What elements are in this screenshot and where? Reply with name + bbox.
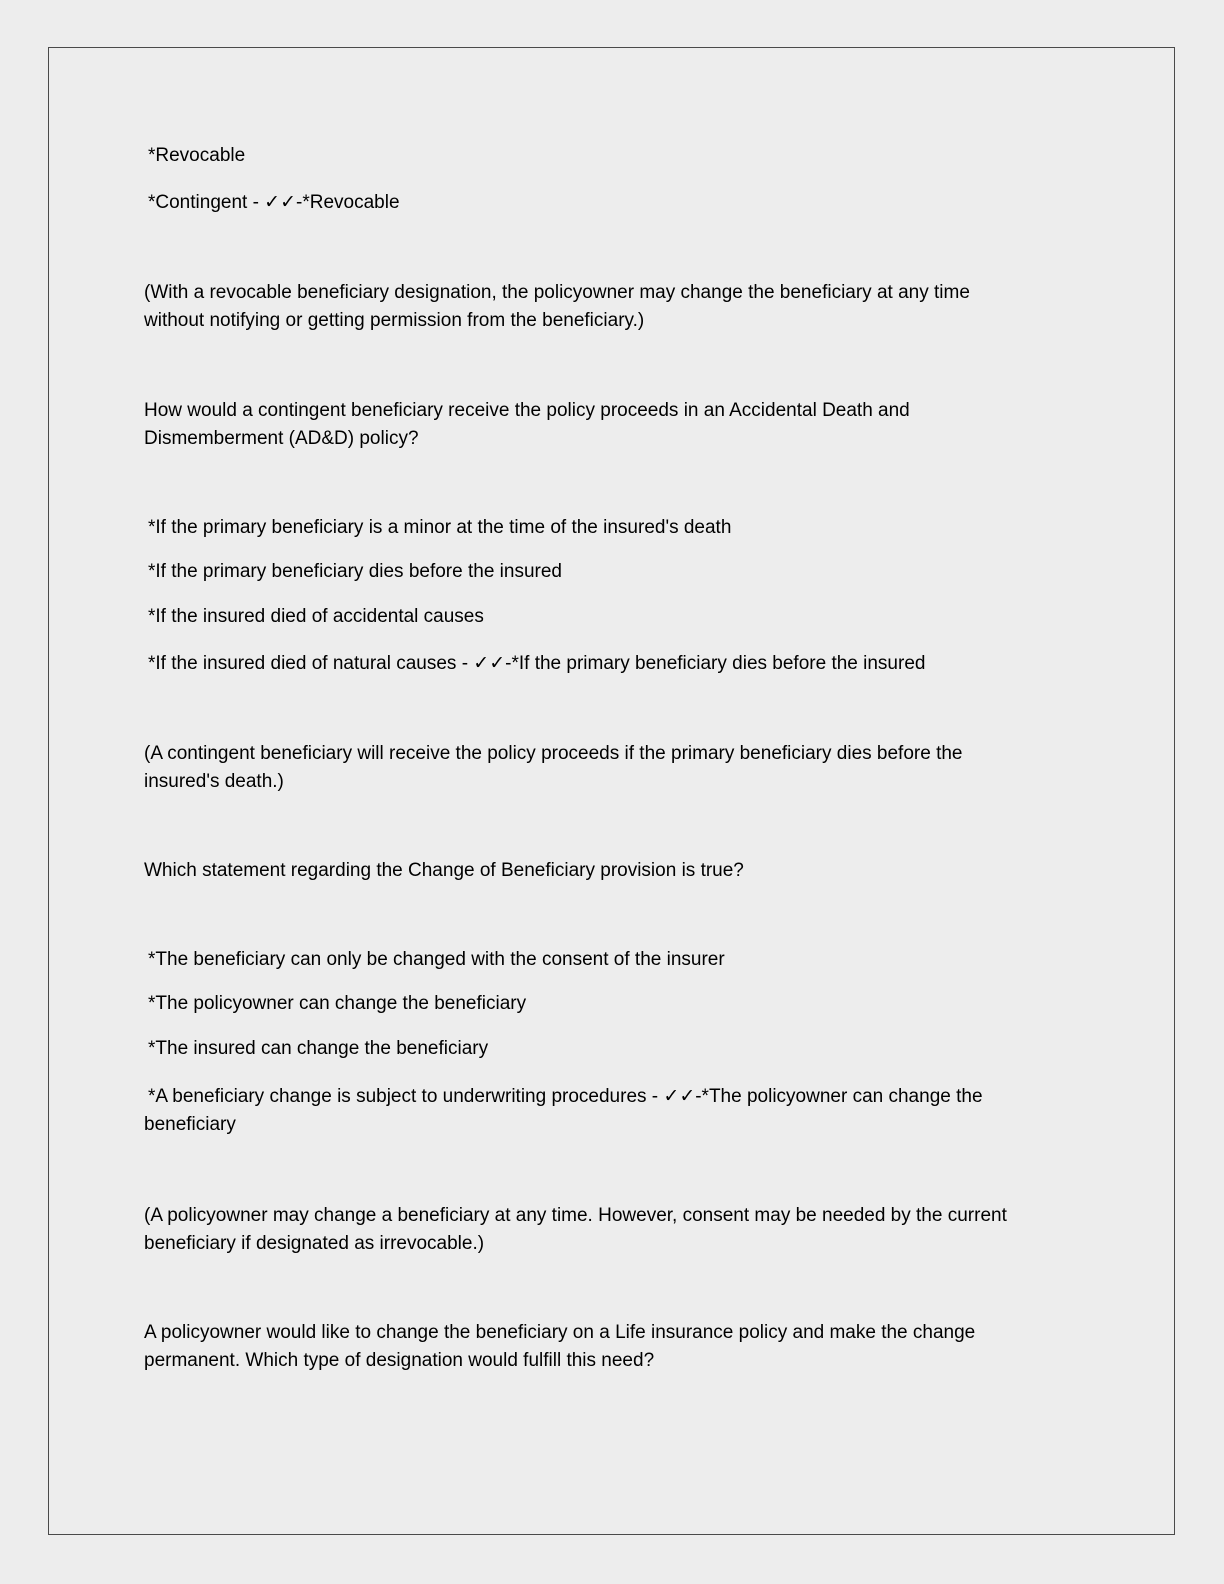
question-text: Dismemberment (AD&D) policy? <box>144 428 419 449</box>
explanation-text: insured's death.) <box>144 771 284 792</box>
answer-option: *The beneficiary can only be changed with the consent of the insurer <box>148 949 725 970</box>
answer-option: *The policyowner can change the beneficiary <box>148 993 527 1014</box>
explanation-text: beneficiary if designated as irrevocable.) <box>144 1233 485 1254</box>
explanation-text: (A policyowner may change a beneficiary at any time. However, consent may be needed by the current <box>144 1205 1007 1226</box>
explanation-text: without notifying or getting permission from the beneficiary.) <box>144 310 645 331</box>
question-text: Which statement regarding the Change of Beneficiary provision is true? <box>144 860 744 881</box>
answer-option-correct: *If the insured died of natural causes - ✓✓-*If the primary beneficiary dies before the insured <box>148 653 926 674</box>
question-text: How would a contingent beneficiary receive the policy proceeds in an Accidental Death and <box>144 400 910 421</box>
answer-option-correct: *A beneficiary change is subject to underwriting procedures - ✓✓-*The policyowner can change the <box>148 1086 983 1107</box>
answer-option: *If the primary beneficiary is a minor at the time of the insured's death <box>148 517 732 538</box>
explanation-text: (With a revocable beneficiary designation, the policyowner may change the beneficiary at any time <box>144 282 970 303</box>
explanation-text: (A contingent beneficiary will receive the policy proceeds if the primary beneficiary dies before the <box>144 743 963 764</box>
question-text: permanent. Which type of designation would fulfill this need? <box>144 1350 655 1371</box>
answer-option: *Revocable <box>148 145 246 166</box>
answer-option-correct: *Contingent - ✓✓-*Revocable <box>148 192 400 213</box>
answer-option: *The insured can change the beneficiary <box>148 1038 489 1059</box>
question-text: A policyowner would like to change the beneficiary on a Life insurance policy and make the change <box>144 1322 976 1343</box>
answer-option-correct: beneficiary <box>144 1114 236 1135</box>
answer-option: *If the primary beneficiary dies before the insured <box>148 561 562 582</box>
answer-option: *If the insured died of accidental causes <box>148 606 484 627</box>
